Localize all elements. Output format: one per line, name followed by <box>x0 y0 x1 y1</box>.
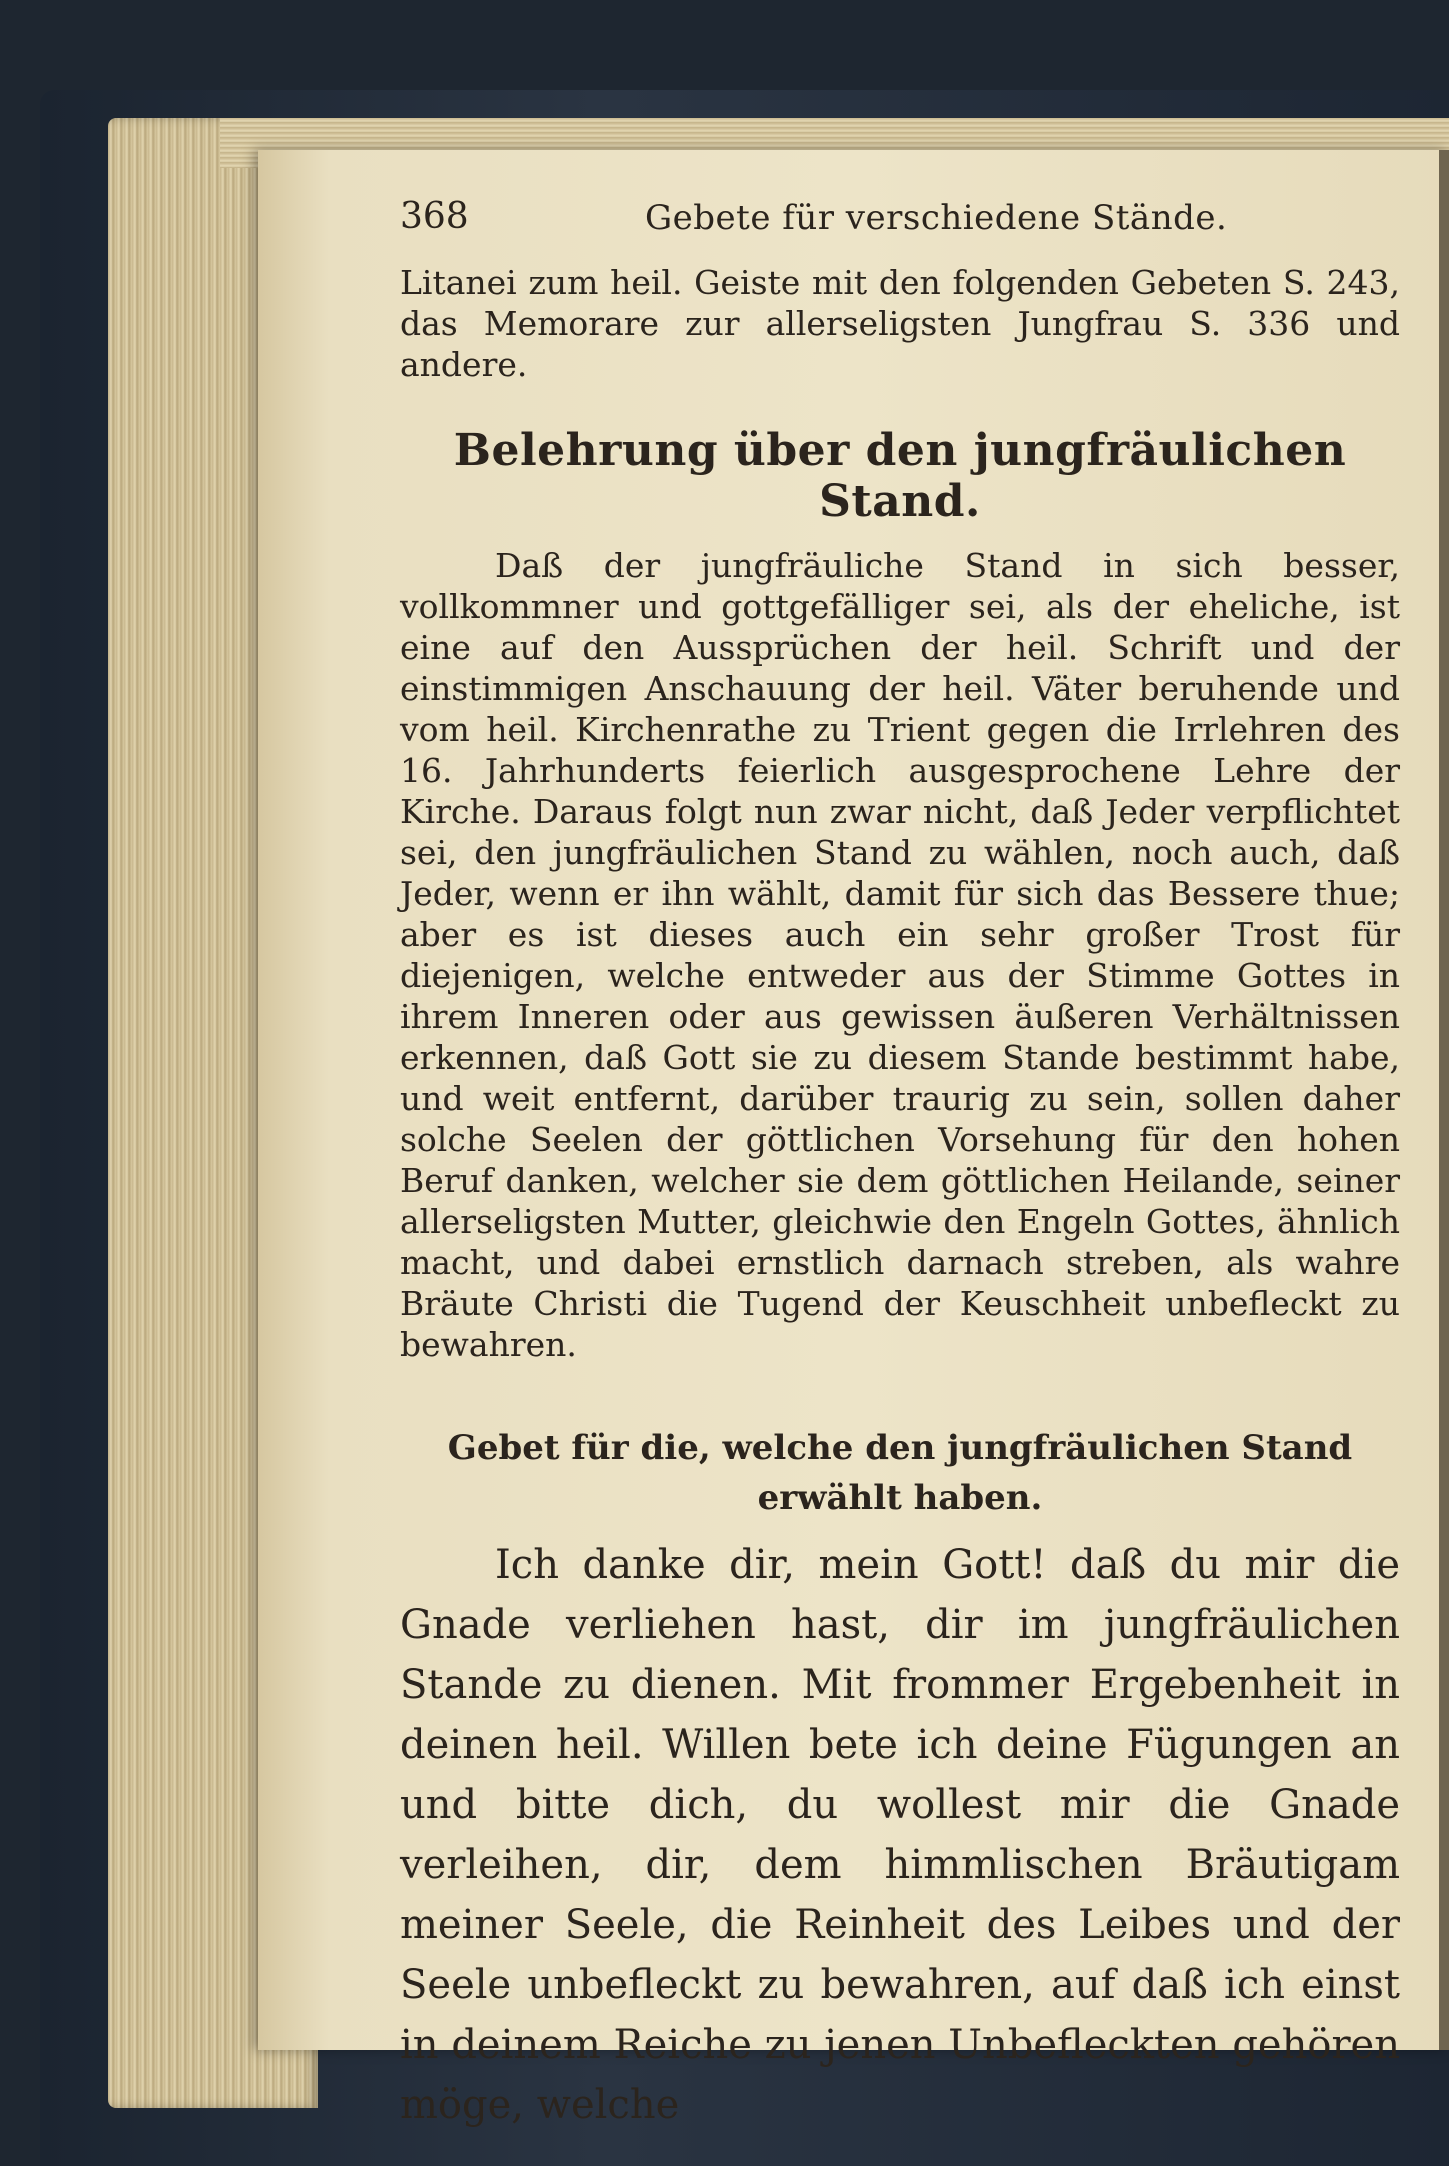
paragraph-prayer: Ich danke dir, mein Gott! daß du mir die Gnade verliehen hast, dir im jungfräulichen Stande zu dienen. Mit frommer Ergebenheit in deinen heil. Willen bete ich deine Fügungen an und bitte dich, du wollest mir die Gnade verleihen, dir, dem himmlischen Bräutigam meiner Seele, die Reinheit des Leibes und der Seele unbefleckt zu bewahren, auf daß ich einst in deinem Reiche zu jenen Unbefleckten gehören möge, welche <box>400 1542 1400 2128</box>
paragraph-litany: Litanei zum heil. Geiste mit den folgenden Gebeten S. 243, das Memorare zur allerseligsten Jungfrau S. 336 und andere. <box>400 263 1400 384</box>
prayer-heading-line-2: erwählt haben. <box>757 1478 1043 1518</box>
section-heading: Belehrung über den jungfräulichen Stand. <box>453 425 1347 527</box>
paragraph-instruction: Daß der jungfräuliche Stand in sich besser, vollkommner und gottgefälliger sei, als der eheliche, ist eine auf den Aussprüchen der heil. Schrift und der einstimmigen Anschauung der heil. Väter beruhende und vom heil. Kirchenrathe zu Trient gegen die Irrlehren des 16. Jahrhunderts feierlich ausgesprochene Lehre der Kirche. Daraus folgt nun zwar nicht, daß Jeder verpflichtet sei, den jungfräulichen Stand zu wählen, noch auch, daß Jeder, wenn er ihn wählt, damit für sich das Bessere thue; aber es ist dieses auch ein sehr großer Trost für diejenigen, welche entweder aus der Stimme Gottes in ihrem Inneren oder aus gewissen äußeren Verhältnissen erkennen, daß Gott sie zu diesem Stande bestimmt habe, und weit entfernt, darüber traurig zu sein, sollen daher solche Seelen der göttlichen Vorsehung für den hohen Beruf danken, welcher sie dem göttlichen Heilande, seiner allerseligsten Mutter, gleichwie den Engeln Gottes, ähnlich macht, und dabei ernstlich darnach streben, als wahre Bräute Christi die Tugend der Keuschheit unbefleckt zu bewahren. <box>400 546 1400 1364</box>
page-number: 368 <box>400 196 469 237</box>
page-content <box>400 186 1400 2135</box>
prayer-heading-line-1: Gebet für die, welche den jungfräulichen Stand <box>447 1428 1353 1468</box>
page-header <box>400 186 1400 256</box>
prayer-heading <box>400 1423 1400 1523</box>
page-gutter-shadow <box>1439 150 1449 2050</box>
running-head: Gebete für verschiedene Stände. <box>645 198 1228 238</box>
